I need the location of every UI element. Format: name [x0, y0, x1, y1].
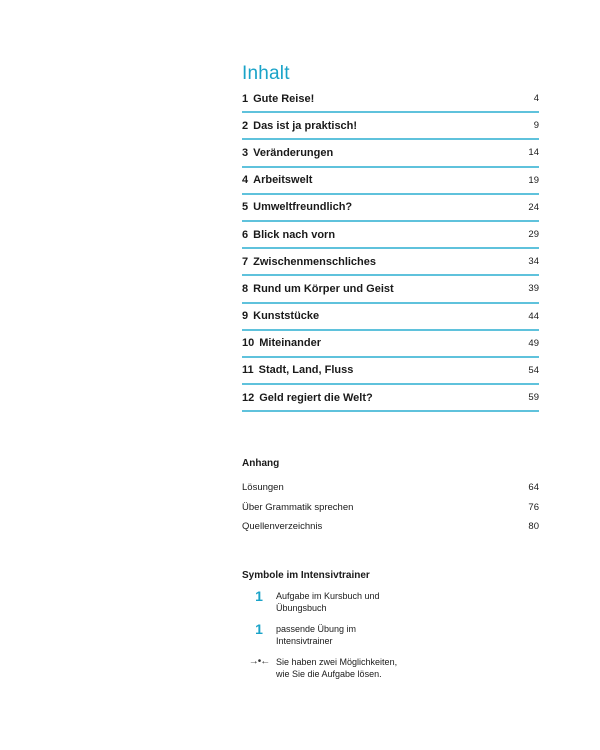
legend-description: Aufgabe im Kursbuch und Übungsbuch	[276, 591, 380, 613]
toc-entry-number: 3	[242, 146, 249, 159]
toc-entry-number: 12	[242, 391, 255, 404]
toc-entry[interactable]	[242, 358, 539, 385]
toc-entry-page: 59	[528, 392, 539, 404]
toc-entry-page: 19	[528, 174, 539, 186]
toc-entry-page: 24	[528, 201, 539, 213]
toc-entry-page: 9	[533, 120, 539, 132]
toc-entry[interactable]	[242, 140, 539, 167]
toc-entry-title: Arbeitswelt	[253, 174, 313, 187]
appendix-entry-title: Quellenverzeichnis	[242, 521, 323, 533]
toc-entry-number: 11	[242, 364, 254, 377]
appendix-entry[interactable]	[242, 517, 539, 537]
page-title: Inhalt	[242, 62, 290, 84]
toc-entry-number: 6	[242, 228, 249, 241]
appendix-entry-title: Lösungen	[242, 482, 284, 494]
toc-entry[interactable]	[242, 304, 539, 331]
toc-entry-number: 2	[242, 119, 249, 132]
legend-item	[242, 622, 539, 647]
symbols-heading: Symbole im Intensivtrainer	[242, 570, 370, 581]
legend-description: passende Übung im Intensivtrainer	[276, 624, 357, 646]
toc-entry-number: 10	[242, 337, 255, 350]
toc-entry[interactable]	[242, 195, 539, 222]
toc-entry[interactable]	[242, 222, 539, 249]
converging-arrows-icon: →•←	[248, 656, 270, 667]
toc-entry-number: 8	[242, 282, 249, 295]
symbols-legend	[242, 570, 539, 688]
toc-entry-page: 39	[528, 283, 539, 295]
appendix-entry-page: 80	[528, 521, 539, 533]
appendix-entry-page: 76	[528, 501, 539, 513]
toc-entry[interactable]	[242, 113, 539, 140]
toc-entry-page: 54	[528, 364, 539, 376]
toc-entry-title: Gute Reise!	[253, 92, 315, 105]
toc-entry-title: Veränderungen	[253, 146, 334, 159]
toc-entry[interactable]	[242, 385, 539, 412]
toc-entry-page: 44	[528, 310, 539, 322]
toc-entry-page: 34	[528, 256, 539, 268]
appendix-section	[242, 458, 539, 537]
legend-description: Sie haben zwei Möglichkeiten, wie Sie die Aufgabe lösen.	[276, 657, 398, 679]
toc-entry-page: 49	[528, 337, 539, 349]
toc-entry-title: Stadt, Land, Fluss	[258, 364, 354, 377]
toc-entry-number: 9	[242, 310, 249, 323]
toc-entry-page: 14	[528, 147, 539, 159]
legend-item	[242, 655, 539, 680]
toc-entry-title: Kunststücke	[253, 310, 320, 323]
appendix-heading: Anhang	[242, 458, 280, 469]
toc-entry-title: Blick nach vorn	[253, 228, 336, 241]
exercise-number-icon: 1	[255, 621, 263, 637]
legend-item	[242, 589, 539, 614]
toc-entry[interactable]	[242, 249, 539, 276]
toc-entry-number: 7	[242, 255, 249, 268]
table-of-contents	[242, 86, 539, 412]
toc-entry[interactable]	[242, 86, 539, 113]
toc-entry-title: Zwischenmenschliches	[253, 255, 377, 268]
toc-entry-title: Umweltfreundlich?	[253, 201, 353, 214]
toc-entry-number: 1	[242, 92, 249, 105]
toc-entry[interactable]	[242, 276, 539, 303]
appendix-entry-page: 64	[528, 482, 539, 494]
appendix-entry-title: Über Grammatik sprechen	[242, 501, 354, 513]
toc-entry-title: Das ist ja praktisch!	[253, 119, 358, 132]
task-number-icon: 1	[255, 588, 263, 604]
toc-entry-title: Miteinander	[259, 337, 321, 350]
toc-entry-number: 4	[242, 174, 249, 187]
toc-entry-page: 29	[528, 229, 539, 241]
toc-entry-title: Geld regiert die Welt?	[259, 391, 373, 404]
toc-entry-page: 4	[533, 93, 539, 105]
toc-entry[interactable]	[242, 331, 539, 358]
toc-entry[interactable]	[242, 168, 539, 195]
toc-entry-number: 5	[242, 201, 249, 214]
toc-entry-title: Rund um Körper und Geist	[253, 282, 394, 295]
appendix-entry[interactable]	[242, 478, 539, 498]
appendix-entry[interactable]	[242, 498, 539, 518]
